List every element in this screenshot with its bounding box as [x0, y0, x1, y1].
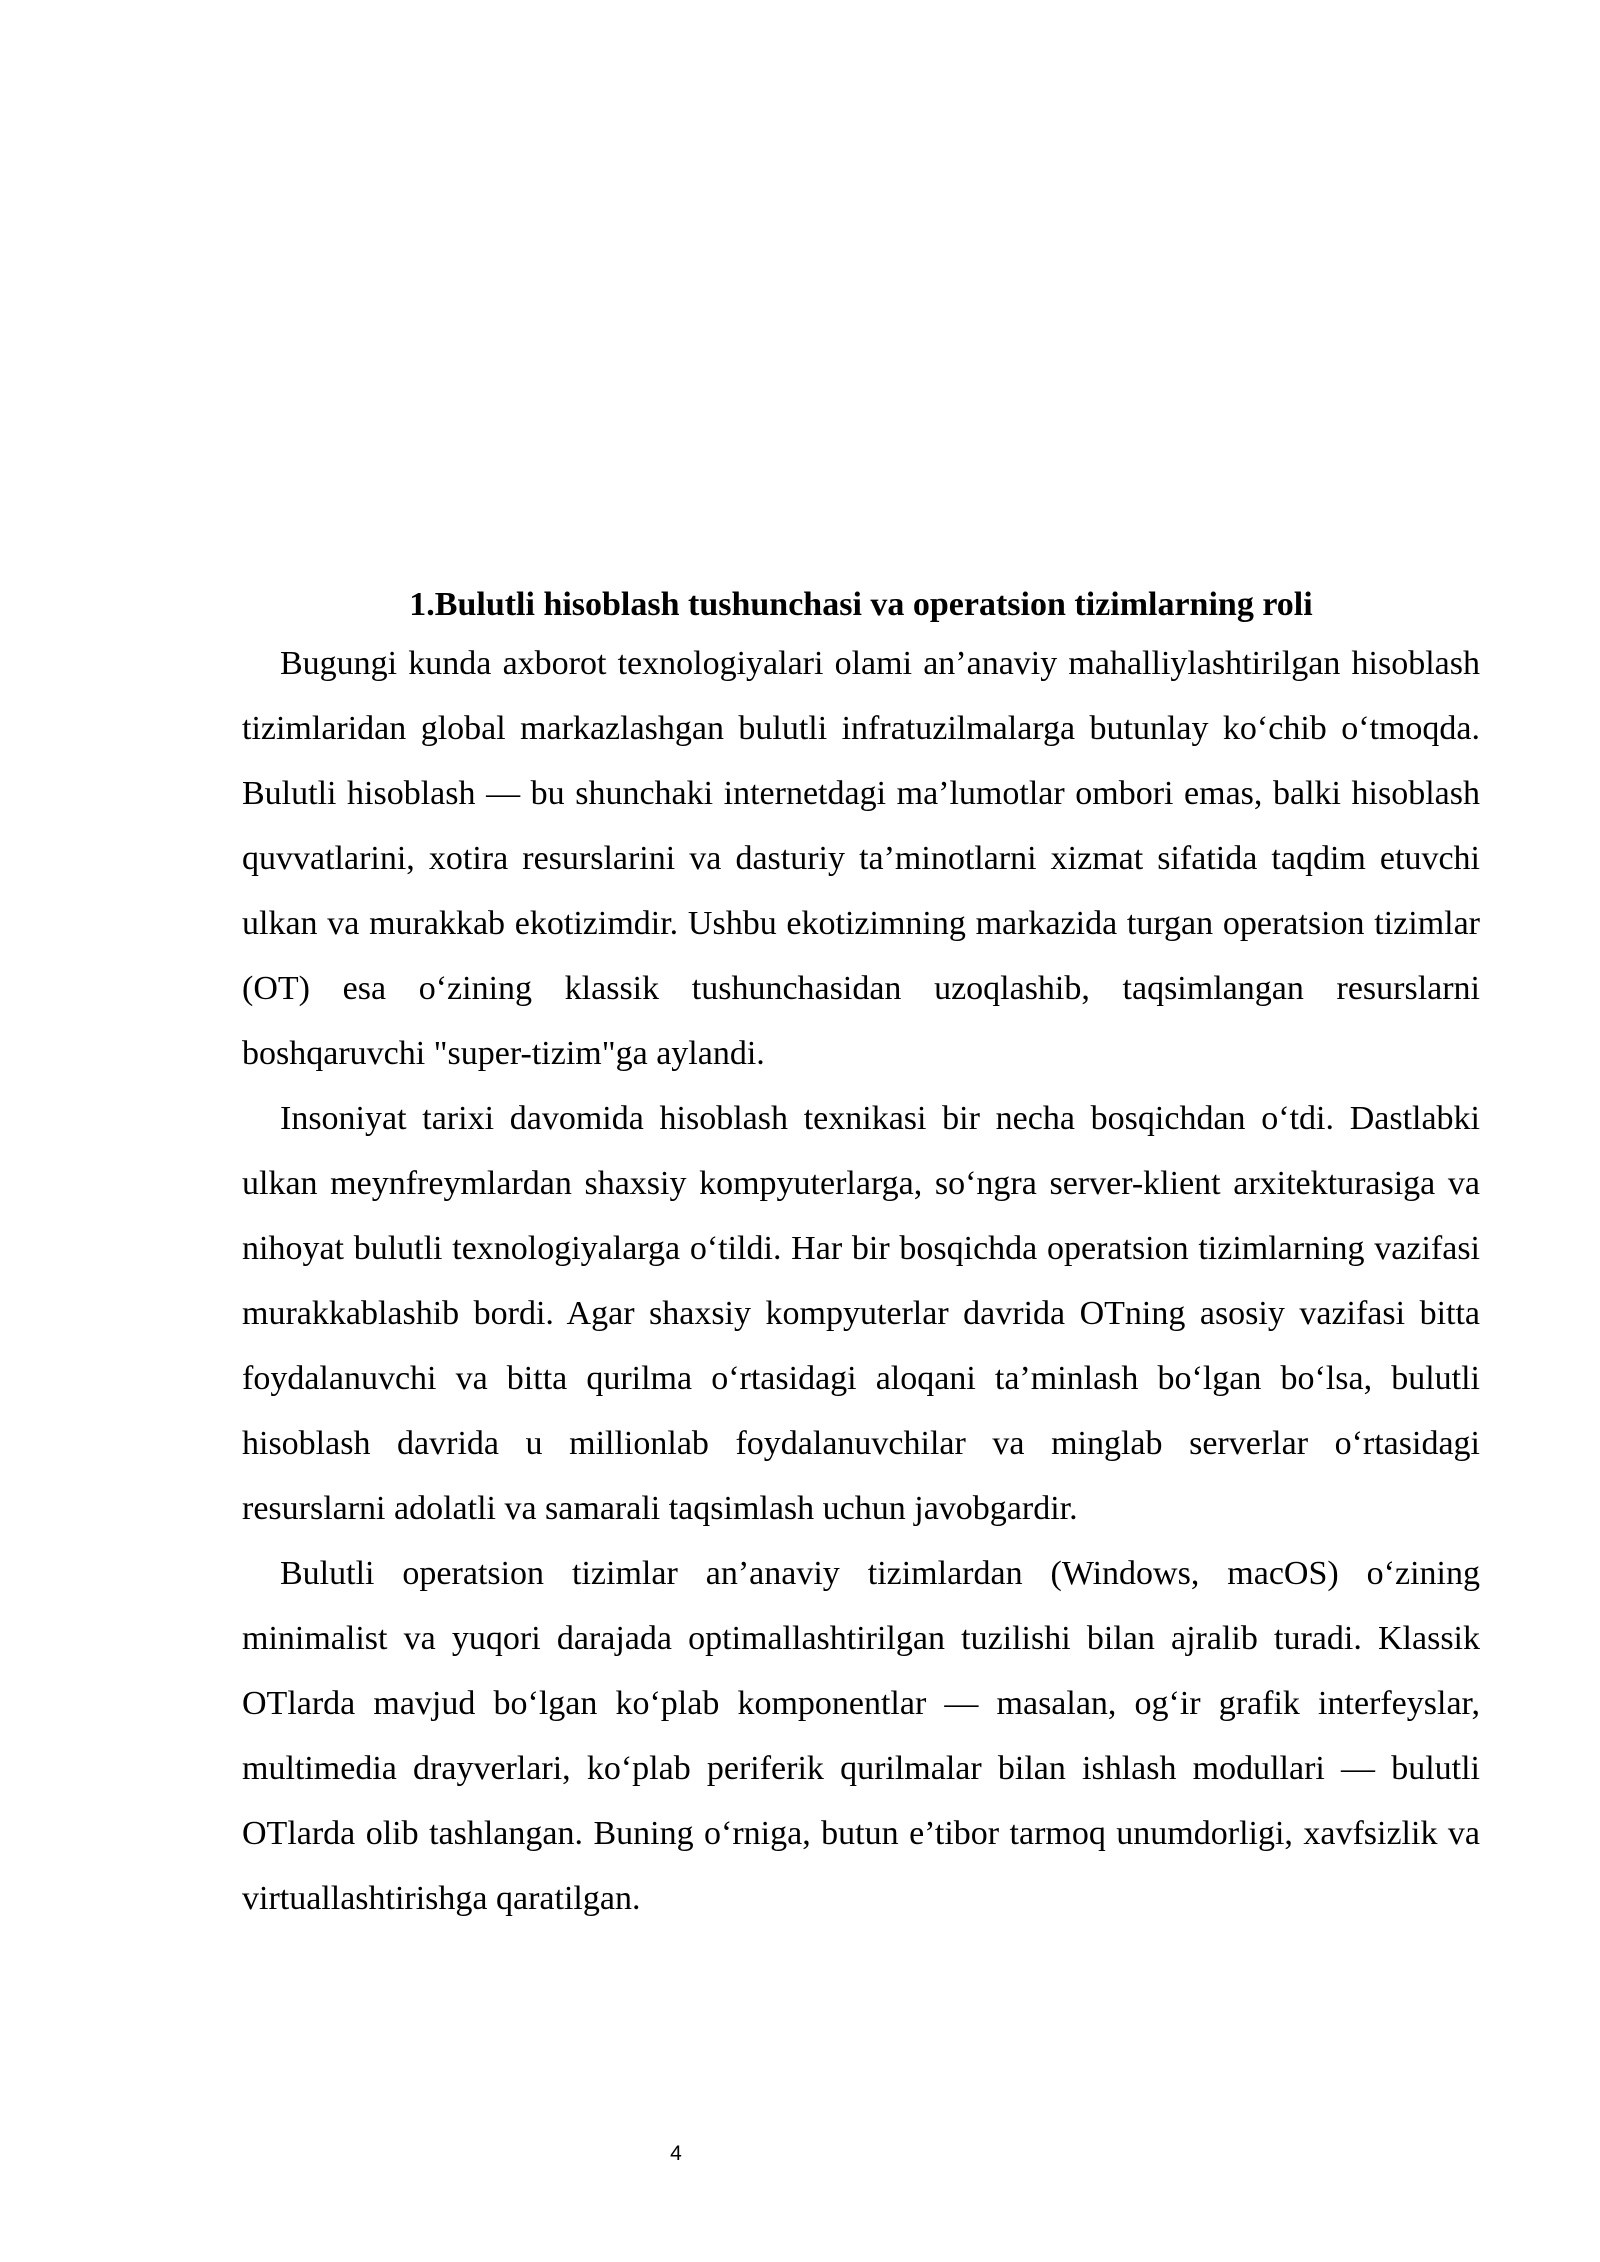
page-content	[242, 580, 1480, 1931]
paragraph-history: Insoniyat tarixi davomida hisoblash texnikasi bir necha bosqichdan o‘tdi. Dastlabki ulkan meynfreymlardan shaxsiy kompyuterlarga, so‘ngra server-klient arxitekturasiga va nihoyat bulutli texnologiyalarga o‘tildi. Har bir bosqichda operatsion tizimlarning vazifasi murakkablashib bordi. Agar shaxsiy kompyuterlar davrida OTning asosiy vazifasi bitta foydalanuvchi va bitta qurilma o‘rtasidagi aloqani ta’minlash bo‘lgan bo‘lsa, bulutli hisoblash davrida u millionlab foydalanuvchilar va minglab serverlar o‘rtasidagi resurslarni adolatli va samarali taqsimlash uchun javobgardir.	[242, 1100, 1480, 1527]
page-number: 4	[670, 2142, 682, 2165]
section-heading: 1.Bulutli hisoblash tushunchasi va operatsion tizimlarning roli	[409, 586, 1313, 623]
paragraph-intro: Bugungi kunda axborot texnologiyalari olami an’anaviy mahalliylashtirilgan hisoblash tizimlaridan global markazlashgan bulutli infratuzilmalarga butunlay ko‘chib o‘tmoqda. Bulutli hisoblash — bu shunchaki internetdagi ma’lumotlar ombori emas, balki hisoblash quvvatlarini, xotira resurslarini va dasturiy ta’minotlarni xizmat sifatida taqdim etuvchi ulkan va murakkab ekotizimdir. Ushbu ekotizimning markazida turgan operatsion tizimlar (OT) esa o‘zining klassik tushunchasidan uzoqlashib, taqsimlangan resurslarni boshqaruvchi "super-tizim"ga aylandi.	[242, 645, 1480, 1072]
paragraph-cloud-os: Bulutli operatsion tizimlar an’anaviy tizimlardan (Windows, macOS) o‘zining minimalist va yuqori darajada optimallashtirilgan tuzilishi bilan ajralib turadi. Klassik OTlarda mavjud bo‘lgan ko‘plab komponentlar — masalan, og‘ir grafik interfeyslar, multimedia drayverlari, ko‘plab periferik qurilmalar bilan ishlash modullari — bulutli OTlarda olib tashlangan. Buning o‘rniga, butun e’tibor tarmoq unumdorligi, xavfsizlik va virtuallashtirishga qaratilgan.	[242, 1555, 1480, 1917]
